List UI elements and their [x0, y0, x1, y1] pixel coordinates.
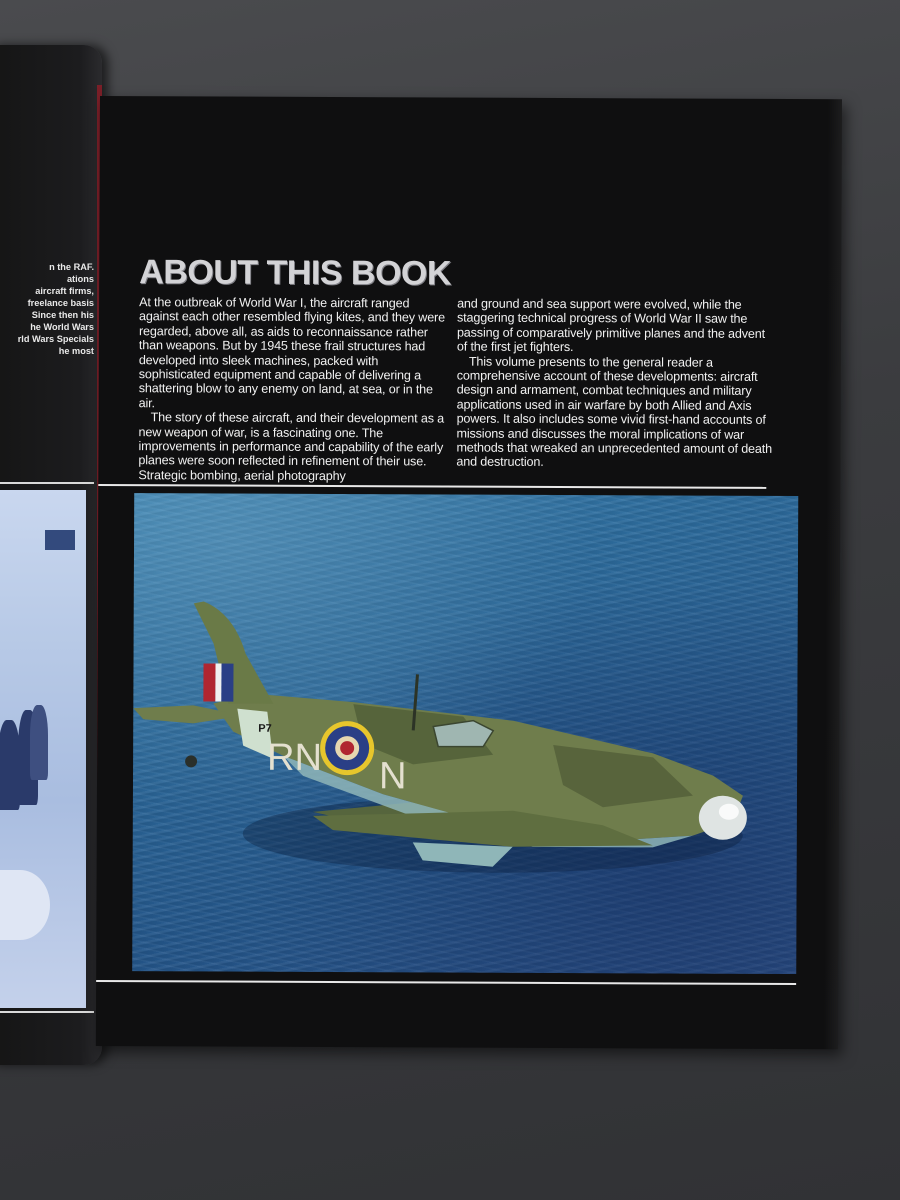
paragraph: The story of these aircraft, and their development as a new weapon of war, is a fascinating one. The improvements in performance and capability of the early planes were soon reflected in refinement of their use. Strategic bombing, aerial photography [138, 410, 445, 483]
fin-flash-white [215, 664, 221, 702]
person-silhouette [0, 720, 20, 810]
aircraft-code-right: N [378, 755, 407, 798]
tail-wheel [185, 755, 197, 767]
page-heading: ABOUT THIS BOOK [139, 253, 452, 293]
left-text-line: rld Wars Specials [17, 334, 94, 344]
left-page-photo [0, 490, 86, 1008]
aircraft-nose-shape [0, 870, 50, 940]
page-divider-top [98, 484, 766, 489]
paragraph: and ground and sea support were evolved, while the staggering technical progress of World War II saw the passing of comparatively primitive planes and the advent of the first jet fighters. [456, 296, 766, 355]
left-page-divider [0, 482, 94, 484]
left-page-text [0, 261, 98, 357]
left-text-line: he World Wars [30, 322, 94, 332]
left-page-divider-bottom [0, 1011, 94, 1013]
text-column-left [138, 295, 451, 484]
left-text-line: aircraft firms, [35, 286, 94, 296]
fin-flash-red [203, 663, 215, 701]
book-page [96, 96, 842, 1049]
fin-flash-blue [221, 664, 233, 702]
spitfire-illustration [132, 493, 798, 974]
person-silhouette [30, 705, 48, 780]
spinner-highlight [719, 804, 739, 820]
text-column-right [456, 297, 775, 471]
paragraph: At the outbreak of World War I, the aircraft ranged against each other resembled flying kites, and they were regarded, above all, as aids to reconnaissance rather than weapons. But by 1945 these frail structures had developed into sleek machines, packed with sophisticated equipment and capable of delivering a shattering blow to any enemy on land, at sea, or in the air. [138, 295, 445, 411]
aircraft-serial: P7 [258, 722, 272, 735]
left-text-line: he most [58, 346, 94, 356]
left-text-line: Since then his [31, 310, 94, 320]
spitfire-photo [132, 493, 798, 974]
left-text-line: ations [66, 274, 94, 284]
page-divider-bottom [96, 980, 796, 985]
aircraft-code-left: RN [267, 736, 323, 779]
background-structure [45, 530, 75, 550]
left-text-line: freelance basis [27, 298, 94, 308]
left-text-line: n the RAF. [49, 262, 94, 272]
left-page [0, 45, 102, 1065]
roundel-red [340, 741, 354, 755]
paragraph: This volume presents to the general reader a comprehensive account of these developments: aircraft design and armament, combat techniques and military applications used in air warfare by both Allied and Axis powers. It also includes some vivid first-hand accounts of missions and discusses the moral implications of war methods that wreaked an unprecedented amount of death and destruction. [456, 354, 773, 470]
